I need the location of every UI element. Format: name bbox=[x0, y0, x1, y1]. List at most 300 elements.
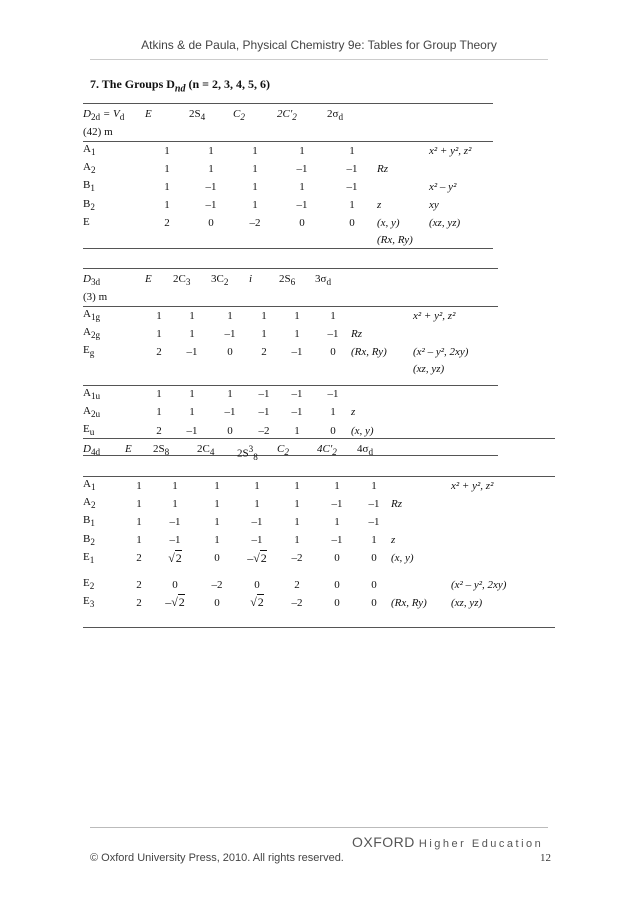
linear-function bbox=[377, 142, 429, 161]
irrep-subscript: 1 bbox=[90, 147, 96, 158]
irrep-subscript: 2 bbox=[90, 201, 95, 212]
irrep-symbol: A bbox=[83, 326, 91, 339]
character-value: 0 bbox=[334, 552, 340, 565]
d2d-row bbox=[83, 178, 493, 196]
d4d-class-3-sub: 8 bbox=[253, 451, 258, 462]
quadratic-function: (x² – y², 2xy) bbox=[451, 578, 507, 591]
irrep-label bbox=[83, 495, 125, 513]
d3d-row bbox=[83, 307, 498, 326]
d4d-class-2-sub: 4 bbox=[209, 447, 215, 458]
linear-function: (x, y) bbox=[351, 424, 374, 437]
linear-function: (Rx, Ry) bbox=[391, 596, 427, 609]
character-value: –1 bbox=[251, 534, 263, 547]
d3d-class-1-sub: 3 bbox=[185, 277, 191, 288]
character-value: 1 bbox=[294, 497, 300, 510]
irrep-label bbox=[83, 404, 145, 422]
irrep-subscript: 2 bbox=[89, 581, 95, 592]
d3d-class-3 bbox=[249, 269, 279, 307]
irrep-subscript: 2 bbox=[90, 165, 96, 176]
irrep-label bbox=[83, 477, 125, 496]
character-value: 1 bbox=[327, 142, 377, 161]
d3d-class-4-sub: 6 bbox=[290, 277, 296, 288]
character-value: 1 bbox=[252, 162, 258, 175]
radicand: 2 bbox=[257, 595, 264, 610]
quadratic-function bbox=[451, 550, 555, 568]
character-value: 1 bbox=[299, 180, 305, 193]
character-value: 1 bbox=[277, 142, 327, 161]
sqrt-value bbox=[247, 550, 267, 565]
d4d-row bbox=[83, 532, 555, 550]
character-value: 0 bbox=[227, 424, 233, 437]
character-value bbox=[237, 550, 277, 568]
irrep-symbol: A bbox=[83, 161, 91, 174]
character-value: 1 bbox=[211, 385, 249, 404]
d2d-class-3 bbox=[277, 104, 327, 142]
d2d-class-2-sub: 2 bbox=[240, 112, 245, 123]
sqrt-value bbox=[165, 594, 185, 609]
irrep-subscript: 1 bbox=[90, 183, 95, 194]
d3d-extra-quad: (xz, yz) bbox=[413, 362, 445, 375]
linear-function bbox=[351, 385, 413, 404]
quadratic-function bbox=[429, 160, 493, 178]
irrep-subscript: u bbox=[89, 427, 95, 438]
linear-function: Rz bbox=[351, 327, 362, 340]
character-value: –1 bbox=[331, 497, 343, 510]
linear-function: z bbox=[391, 534, 396, 547]
quadratic-function bbox=[451, 495, 555, 513]
character-value: 0 bbox=[334, 596, 340, 609]
linear-function: Rz bbox=[391, 497, 402, 510]
character-value: 2 bbox=[294, 578, 300, 591]
brand-sub: Higher Education bbox=[418, 838, 544, 850]
irrep-label bbox=[83, 197, 145, 215]
character-value: 2 bbox=[136, 552, 142, 565]
quadratic-function bbox=[413, 404, 498, 422]
character-value: 1 bbox=[156, 327, 162, 340]
d3d-class-3-label: i bbox=[249, 273, 253, 285]
character-value: 1 bbox=[277, 477, 317, 496]
irrep-label bbox=[83, 178, 145, 196]
irrep-symbol: A bbox=[83, 386, 91, 399]
d2d-row bbox=[83, 215, 493, 233]
d2d-group: D bbox=[83, 108, 91, 120]
character-value: –2 bbox=[291, 596, 303, 609]
character-value: –1 bbox=[368, 515, 380, 528]
quadratic-function bbox=[413, 385, 498, 404]
d3d-extra-row bbox=[83, 362, 498, 377]
page-number: 12 bbox=[540, 852, 551, 864]
character-value: –1 bbox=[296, 199, 308, 212]
character-value: 0 bbox=[330, 424, 336, 437]
publisher-logo bbox=[352, 834, 543, 850]
d4d-class-4-sub: 2 bbox=[284, 447, 289, 458]
d4d-class-6-sub: d bbox=[368, 447, 374, 458]
d3d-class-2-label: 3C bbox=[211, 273, 224, 285]
character-value: 1 bbox=[145, 142, 189, 161]
character-value: 1 bbox=[173, 385, 211, 404]
irrep-symbol: E bbox=[83, 344, 90, 357]
irrep-symbol: A bbox=[83, 143, 91, 155]
character-value: –1 bbox=[291, 406, 303, 419]
quadratic-function bbox=[451, 532, 555, 550]
running-header: Atkins & de Paula, Physical Chemistry 9e: Tables for Group Theory bbox=[141, 38, 497, 52]
d2d-group-eq: = V bbox=[100, 108, 120, 120]
irrep-label bbox=[83, 594, 125, 612]
d4d-class-5 bbox=[317, 439, 357, 477]
quadratic-function: (x² – y², 2xy) bbox=[413, 345, 469, 358]
d2d-row bbox=[83, 160, 493, 178]
irrep-symbol: A bbox=[83, 478, 91, 490]
character-value: 1 bbox=[136, 497, 142, 510]
d4d-body bbox=[83, 477, 555, 613]
character-value: 1 bbox=[294, 327, 300, 340]
d4d-class-5-sub: 2 bbox=[332, 447, 337, 458]
character-value: 1 bbox=[214, 534, 220, 547]
linear-function bbox=[351, 307, 413, 326]
irrep-label bbox=[83, 160, 145, 178]
d4d-row bbox=[83, 513, 555, 531]
d3d-class-0-label: E bbox=[145, 273, 152, 285]
irrep-symbol: B bbox=[83, 532, 91, 545]
character-value: –2 bbox=[249, 217, 261, 230]
irrep-symbol: E bbox=[83, 576, 90, 589]
character-value bbox=[237, 594, 277, 612]
d4d-class-6 bbox=[357, 439, 391, 477]
character-table-d3d bbox=[83, 268, 498, 456]
quadratic-function: x² + y², z² bbox=[429, 142, 493, 161]
character-value: 1 bbox=[189, 327, 195, 340]
character-value: 0 bbox=[299, 217, 305, 230]
irrep-label bbox=[83, 550, 125, 568]
quadratic-function: x² + y², z² bbox=[413, 307, 498, 326]
character-value: 0 bbox=[214, 596, 220, 609]
character-value: 1 bbox=[252, 199, 258, 212]
character-value: 1 bbox=[153, 477, 197, 496]
character-value: 1 bbox=[211, 307, 249, 326]
character-value: 0 bbox=[214, 552, 220, 565]
irrep-symbol: A bbox=[83, 404, 91, 417]
irrep-subscript: 2u bbox=[90, 408, 101, 419]
quadratic-function: x² – y² bbox=[429, 180, 457, 193]
d3d-row bbox=[83, 404, 498, 422]
quadratic-function: xy bbox=[429, 199, 439, 212]
character-value: 1 bbox=[164, 199, 170, 212]
section-title bbox=[90, 77, 270, 94]
linear-function bbox=[391, 513, 451, 531]
d4d-header-row bbox=[83, 439, 555, 477]
character-value: –2 bbox=[211, 578, 223, 591]
character-value: –1 bbox=[251, 515, 263, 528]
quadratic-function bbox=[451, 513, 555, 531]
d4d-row bbox=[83, 550, 555, 568]
character-value: –1 bbox=[205, 180, 217, 193]
character-value: 1 bbox=[197, 477, 237, 496]
sqrt-value bbox=[168, 550, 182, 565]
radical-sign: √ bbox=[168, 550, 175, 565]
d2d-class-0-label: E bbox=[145, 108, 152, 120]
character-value: 1 bbox=[330, 406, 336, 419]
character-value: –1 bbox=[279, 385, 315, 404]
d3d-class-1 bbox=[173, 269, 211, 307]
character-value: 1 bbox=[237, 477, 277, 496]
irrep-subscript: 1g bbox=[90, 312, 101, 323]
character-table-d4d bbox=[83, 438, 555, 628]
irrep-subscript: 2 bbox=[90, 536, 95, 547]
d4d-row bbox=[83, 594, 555, 612]
character-value: –2 bbox=[291, 552, 303, 565]
d3d-gap-row bbox=[83, 377, 498, 386]
character-value: 0 bbox=[208, 217, 214, 230]
d3d-row bbox=[83, 385, 498, 404]
d4d-class-6-label: 4σ bbox=[357, 443, 369, 455]
irrep-symbol: E bbox=[83, 215, 90, 228]
d2d-extra-row bbox=[83, 233, 493, 249]
irrep-symbol: E bbox=[83, 422, 90, 435]
irrep-label bbox=[83, 142, 145, 161]
irrep-symbol: B bbox=[83, 514, 91, 527]
character-value: 1 bbox=[315, 307, 351, 326]
linear-function bbox=[391, 576, 451, 594]
brand-name: OXFORD bbox=[352, 834, 415, 850]
character-value: 0 bbox=[172, 578, 178, 591]
irrep-label bbox=[83, 513, 125, 531]
d2d-class-3-sub: 2 bbox=[292, 112, 297, 123]
d3d-group-sub: 3d bbox=[90, 277, 101, 288]
quadratic-function: x² + y², z² bbox=[451, 477, 555, 496]
linear-function: (Rx, Ry) bbox=[351, 345, 387, 358]
d3d-row bbox=[83, 325, 498, 343]
irrep-subscript: 1 bbox=[89, 554, 95, 565]
d4d-class-3-label: 2S bbox=[237, 447, 249, 460]
character-value: –1 bbox=[224, 406, 236, 419]
character-value: 1 bbox=[136, 515, 142, 528]
linear-function bbox=[391, 477, 451, 496]
d2d-class-1-sub: 4 bbox=[200, 112, 206, 123]
character-value: –1 bbox=[224, 327, 236, 340]
quadratic-function bbox=[413, 325, 498, 343]
irrep-symbol: E bbox=[83, 550, 90, 563]
character-value: –1 bbox=[331, 534, 343, 547]
character-value: 1 bbox=[334, 515, 340, 528]
character-value: 2 bbox=[136, 578, 142, 591]
d3d-body bbox=[83, 307, 498, 441]
character-value: 1 bbox=[145, 385, 173, 404]
character-value: –1 bbox=[169, 534, 181, 547]
character-value: 1 bbox=[252, 180, 258, 193]
irrep-label bbox=[83, 325, 145, 343]
irrep-subscript: 2g bbox=[90, 330, 101, 341]
d3d-group-label bbox=[83, 269, 145, 307]
d3d-class-5 bbox=[315, 269, 351, 307]
irrep-subscript: 1 bbox=[90, 482, 96, 493]
character-value: –1 bbox=[346, 162, 358, 175]
d3d-class-4 bbox=[279, 269, 315, 307]
d2d-hm-symbol: (42) m bbox=[83, 126, 113, 139]
character-value: 1 bbox=[125, 477, 153, 496]
irrep-label bbox=[83, 307, 145, 326]
irrep-label bbox=[83, 343, 145, 361]
radical-sign: √ bbox=[253, 550, 260, 565]
d4d-row bbox=[83, 495, 555, 513]
radicand: 2 bbox=[178, 595, 185, 610]
d3d-class-2-sub: 2 bbox=[223, 277, 229, 288]
d4d-class-0 bbox=[125, 439, 153, 477]
radical-sign: √ bbox=[250, 595, 257, 610]
section-title-sub: nd bbox=[174, 83, 186, 95]
character-value: –1 bbox=[368, 497, 380, 510]
character-value: 1 bbox=[249, 307, 279, 326]
character-value: 1 bbox=[189, 406, 195, 419]
character-value: –1 bbox=[346, 180, 358, 193]
d3d-class-4-label: 2S bbox=[279, 273, 291, 285]
quadratic-function: (xz, yz) bbox=[451, 596, 483, 609]
d2d-group-label bbox=[83, 104, 145, 142]
d2d-class-4 bbox=[327, 104, 377, 142]
d3d-group: D bbox=[83, 273, 91, 285]
minus-sign: – bbox=[165, 595, 172, 610]
character-value: 1 bbox=[294, 534, 300, 547]
character-value: 1 bbox=[173, 307, 211, 326]
character-value: 1 bbox=[294, 515, 300, 528]
d4d-bottom-rule bbox=[83, 612, 555, 628]
d3d-row bbox=[83, 343, 498, 361]
character-value: 1 bbox=[357, 477, 391, 496]
linear-function: (x, y) bbox=[377, 217, 400, 230]
character-value: 0 bbox=[371, 596, 377, 609]
character-value: 1 bbox=[156, 406, 162, 419]
irrep-label bbox=[83, 576, 125, 594]
character-value: 1 bbox=[371, 534, 377, 547]
character-value: 2 bbox=[156, 345, 162, 358]
d2d-row bbox=[83, 197, 493, 215]
d4d-class-3 bbox=[237, 439, 277, 477]
irrep-symbol: B bbox=[83, 179, 91, 192]
d4d-group-label bbox=[83, 439, 125, 477]
character-value: 1 bbox=[172, 497, 178, 510]
d4d-group: D bbox=[83, 443, 91, 455]
d3d-class-5-sub: d bbox=[326, 277, 332, 288]
character-value: 1 bbox=[317, 477, 357, 496]
character-value: 1 bbox=[279, 307, 315, 326]
d2d-row bbox=[83, 142, 493, 161]
character-value: 2 bbox=[136, 596, 142, 609]
irrep-symbol: A bbox=[83, 496, 91, 509]
irrep-label bbox=[83, 385, 145, 404]
character-value: –1 bbox=[327, 327, 339, 340]
d4d-class-3-sup: 3 bbox=[248, 444, 254, 454]
character-value: 1 bbox=[261, 327, 267, 340]
quadratic-function: (xz, yz) bbox=[429, 217, 461, 230]
d3d-class-2 bbox=[211, 269, 249, 307]
character-value: 0 bbox=[254, 578, 260, 591]
d2d-class-1 bbox=[189, 104, 233, 142]
d4d-class-2-label: 2C bbox=[197, 443, 210, 455]
character-value: 1 bbox=[214, 515, 220, 528]
character-value: 0 bbox=[371, 578, 377, 591]
irrep-symbol: E bbox=[83, 595, 90, 608]
character-value: 1 bbox=[208, 162, 214, 175]
d2d-group-sub: 2d bbox=[90, 112, 101, 123]
character-value: 1 bbox=[164, 180, 170, 193]
character-value: 0 bbox=[349, 217, 355, 230]
character-value: 1 bbox=[254, 497, 260, 510]
d4d-class-5-label: 4C′ bbox=[317, 443, 333, 455]
copyright-notice: © Oxford University Press, 2010. All rights reserved. bbox=[90, 852, 344, 864]
character-value: 0 bbox=[330, 345, 336, 358]
character-value: 1 bbox=[349, 199, 355, 212]
d2d-class-0 bbox=[145, 104, 189, 142]
d3d-header-row bbox=[83, 269, 498, 307]
character-value: –1 bbox=[291, 345, 303, 358]
character-value: 0 bbox=[227, 345, 233, 358]
character-value: 2 bbox=[164, 217, 170, 230]
d3d-class-1-label: 2C bbox=[173, 273, 186, 285]
d4d-class-1-sub: 8 bbox=[164, 447, 170, 458]
d2d-class-2 bbox=[233, 104, 277, 142]
irrep-label bbox=[83, 215, 145, 233]
d3d-hm-symbol: (3) m bbox=[83, 291, 108, 304]
d4d-row bbox=[83, 576, 555, 594]
irrep-subscript: 3 bbox=[89, 599, 95, 610]
header-rule bbox=[90, 59, 548, 60]
character-value bbox=[153, 594, 197, 612]
character-value: 1 bbox=[136, 534, 142, 547]
character-value: 0 bbox=[371, 552, 377, 565]
linear-function: z bbox=[351, 406, 356, 419]
d2d-body bbox=[83, 142, 493, 233]
linear-function bbox=[377, 178, 429, 196]
irrep-label bbox=[83, 532, 125, 550]
radical-sign: √ bbox=[171, 595, 178, 610]
d4d-class-2 bbox=[197, 439, 237, 477]
d4d-group-sub: 4d bbox=[90, 447, 101, 458]
linear-function: (x, y) bbox=[391, 552, 414, 565]
footer-rule bbox=[90, 827, 548, 828]
d4d-class-1 bbox=[153, 439, 197, 477]
d4d-class-4-label: C bbox=[277, 443, 285, 455]
character-value: –1 bbox=[249, 385, 279, 404]
d2d-class-4-sub: d bbox=[338, 112, 344, 123]
linear-function: Rz bbox=[377, 162, 388, 175]
d4d-class-0-label: E bbox=[125, 443, 132, 455]
character-value: –1 bbox=[315, 385, 351, 404]
d4d-class-1-label: 2S bbox=[153, 443, 165, 455]
irrep-subscript: g bbox=[89, 348, 95, 359]
d2d-extra-lin: (Rx, Ry) bbox=[377, 233, 429, 249]
radicand: 2 bbox=[175, 550, 182, 565]
radicand: 2 bbox=[260, 550, 267, 565]
d2d-group-eq-sub: d bbox=[119, 112, 125, 123]
character-value bbox=[153, 550, 197, 568]
character-value: –1 bbox=[169, 515, 181, 528]
character-value: –1 bbox=[296, 162, 308, 175]
d3d-class-5-label: 3σ bbox=[315, 273, 327, 285]
d2d-class-4-label: 2σ bbox=[327, 108, 339, 120]
linear-function: z bbox=[377, 199, 382, 212]
d2d-header-row bbox=[83, 104, 493, 142]
character-value: 1 bbox=[164, 162, 170, 175]
character-value: –1 bbox=[186, 345, 198, 358]
section-title-main: 7. The Groups D bbox=[90, 77, 175, 91]
character-value: –1 bbox=[205, 199, 217, 212]
d4d-gap-row bbox=[83, 568, 555, 576]
character-value: 0 bbox=[334, 578, 340, 591]
character-value: 1 bbox=[189, 142, 233, 161]
irrep-symbol: A bbox=[83, 308, 91, 320]
irrep-subscript: 1u bbox=[90, 390, 101, 401]
character-value: 2 bbox=[156, 424, 162, 437]
d4d-class-4 bbox=[277, 439, 317, 477]
